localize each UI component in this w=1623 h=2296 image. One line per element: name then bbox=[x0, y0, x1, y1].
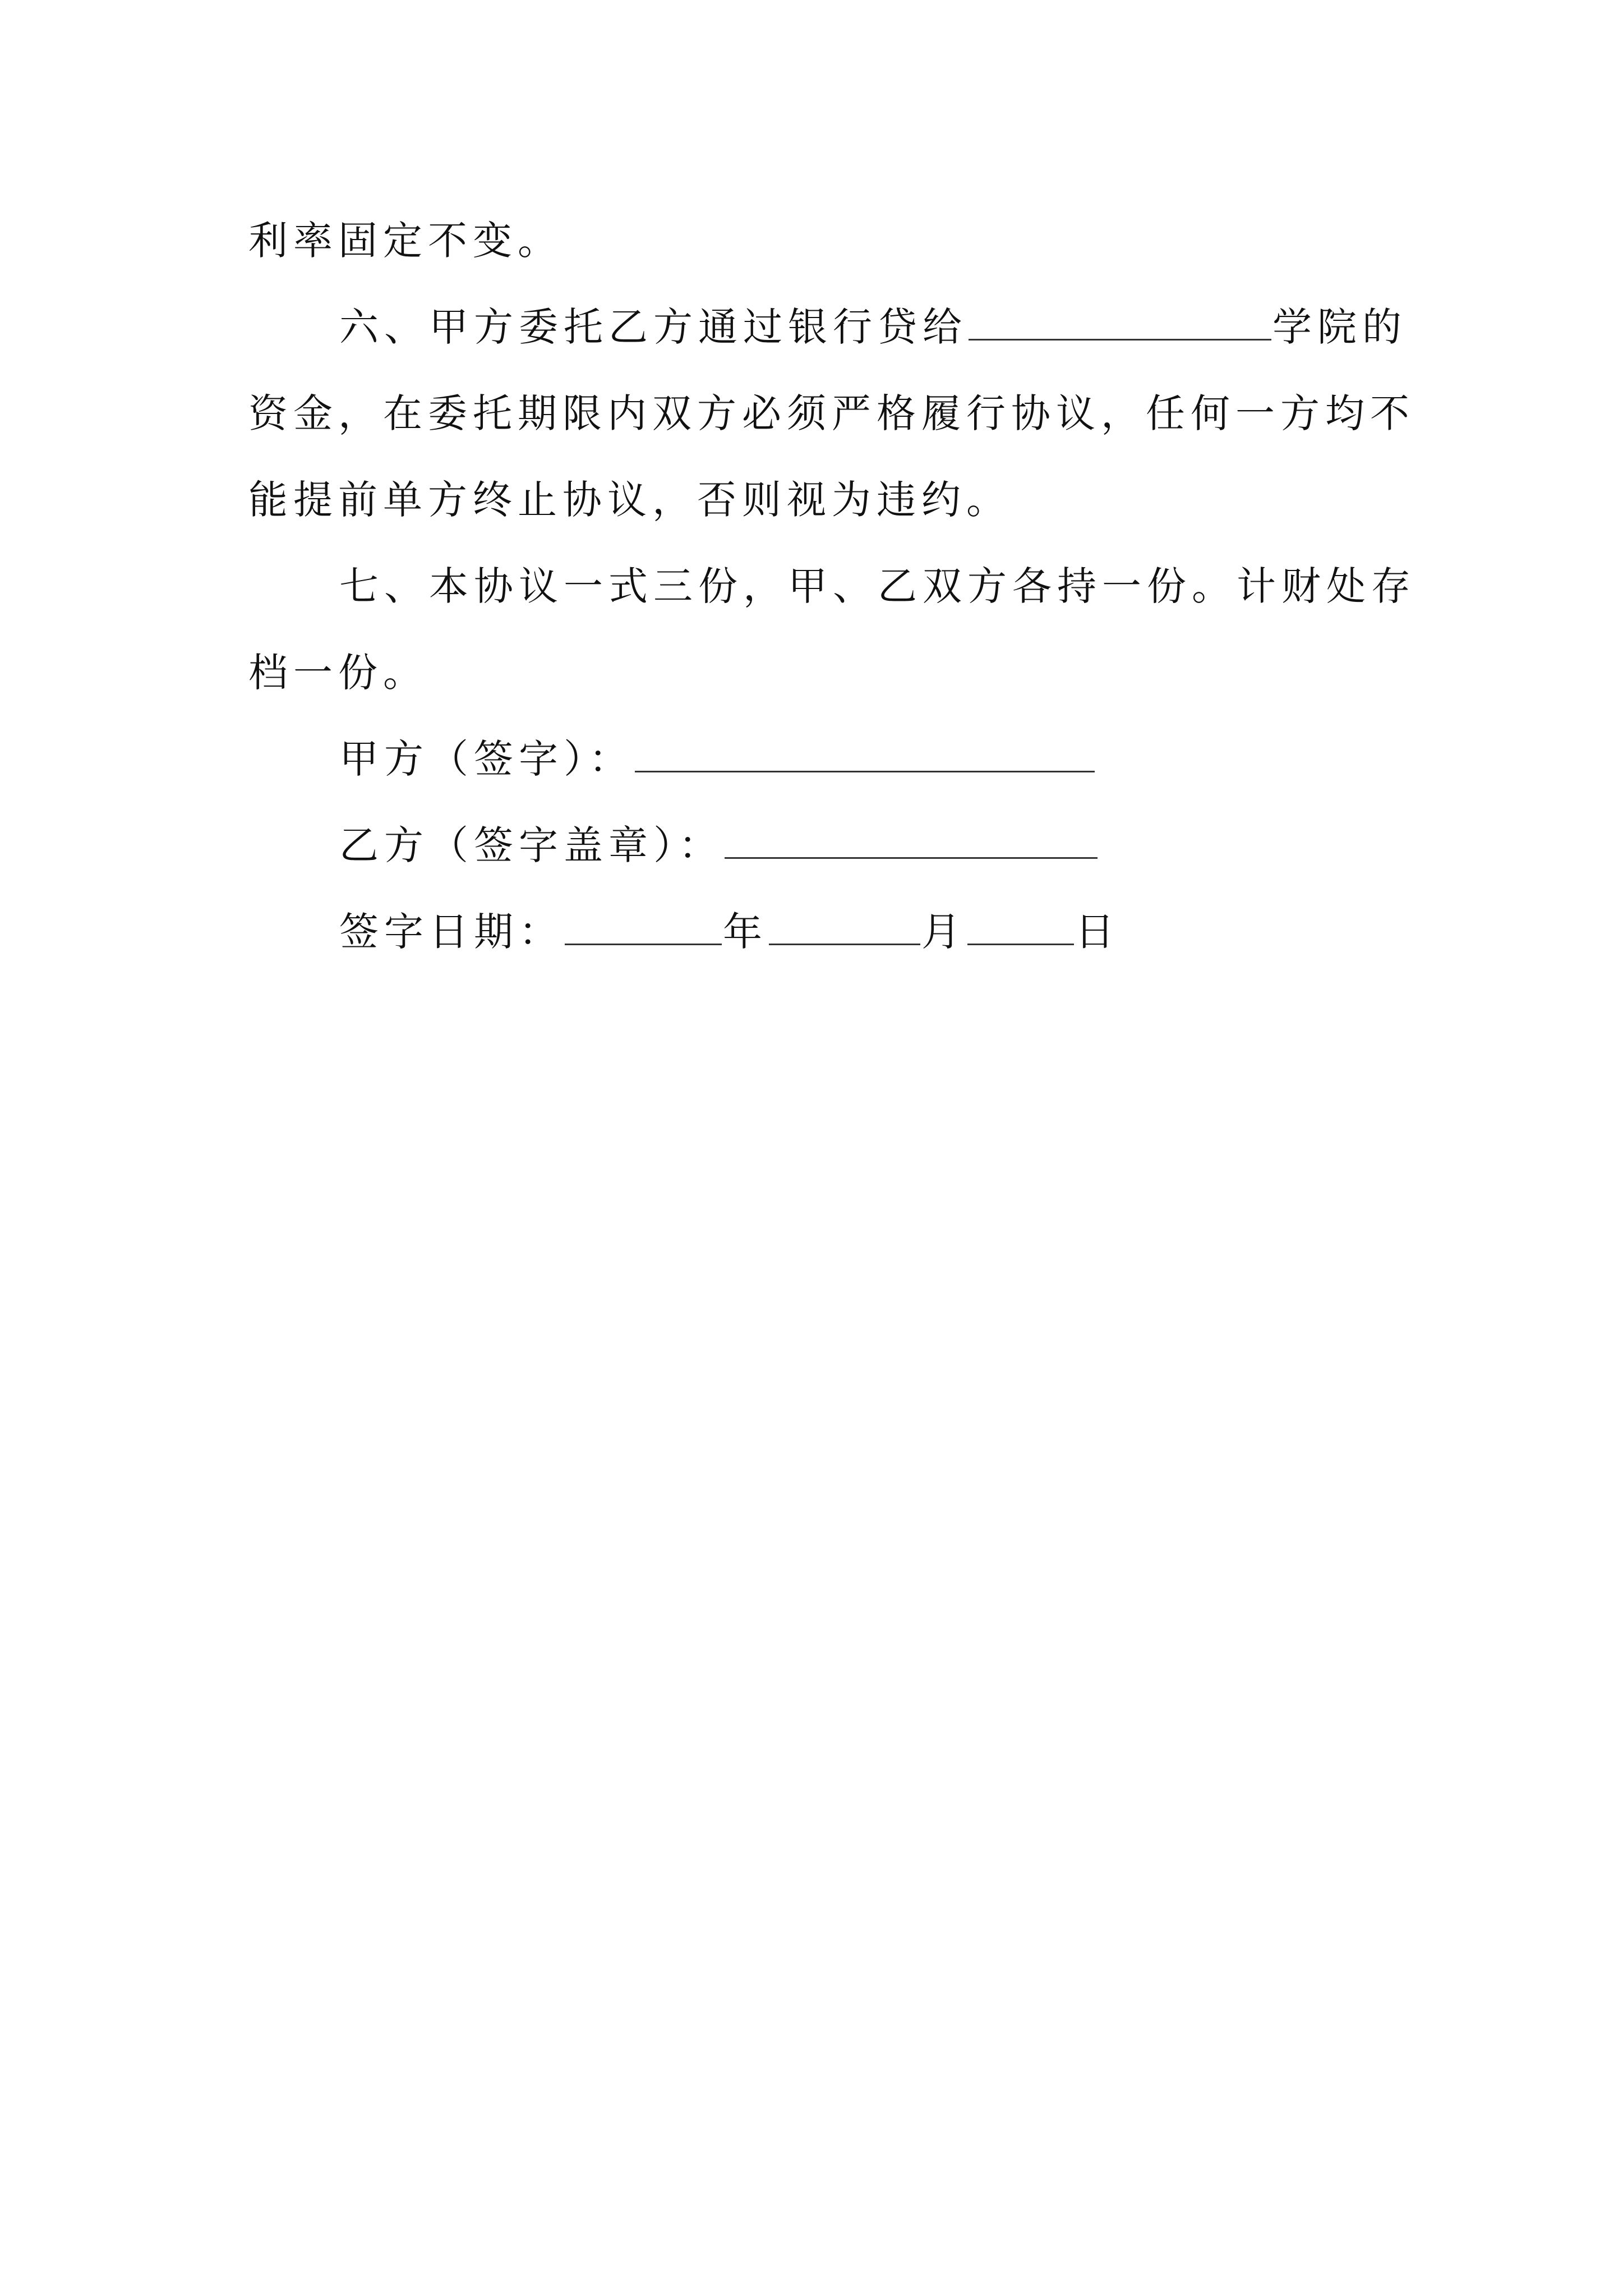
clause-6-line-1 bbox=[248, 284, 1407, 370]
date-label: 签字日期： bbox=[339, 909, 564, 955]
interest-rate-line: 利率固定不变。 bbox=[248, 218, 562, 264]
clause-7-line-2: 档一份。 bbox=[248, 650, 428, 696]
party-a-signature-line bbox=[248, 716, 1386, 802]
year-blank[interactable] bbox=[565, 909, 722, 945]
school-name-blank[interactable] bbox=[969, 304, 1271, 341]
clause-7-line-1: 七、本协议一式三份，甲、乙双方各持一份。计财处存 bbox=[339, 563, 1416, 609]
document-body bbox=[248, 197, 1416, 975]
clause-6-text-after: 学院的 bbox=[1272, 304, 1407, 350]
day-label: 日 bbox=[1075, 909, 1120, 955]
party-a-label: 甲方（签字）： bbox=[339, 736, 634, 782]
clause-6-line-3: 能提前单方终止协议，否则视为违约。 bbox=[248, 477, 1011, 523]
signing-date-line bbox=[248, 889, 1386, 975]
party-a-signature-blank[interactable] bbox=[635, 736, 1095, 772]
year-label: 年 bbox=[723, 909, 768, 955]
party-b-signature-blank[interactable] bbox=[725, 822, 1098, 859]
day-blank[interactable] bbox=[967, 909, 1074, 945]
clause-6-text-before: 六、甲方委托乙方通过银行贷给 bbox=[339, 304, 967, 350]
party-b-label: 乙方（签字盖章）： bbox=[339, 822, 723, 868]
party-b-signature-line bbox=[248, 802, 1386, 889]
clause-6-line-2: 资金，在委托期限内双方必须严格履行协议，任何一方均不 bbox=[248, 390, 1415, 436]
month-blank[interactable] bbox=[769, 909, 920, 945]
month-label: 月 bbox=[921, 909, 966, 955]
